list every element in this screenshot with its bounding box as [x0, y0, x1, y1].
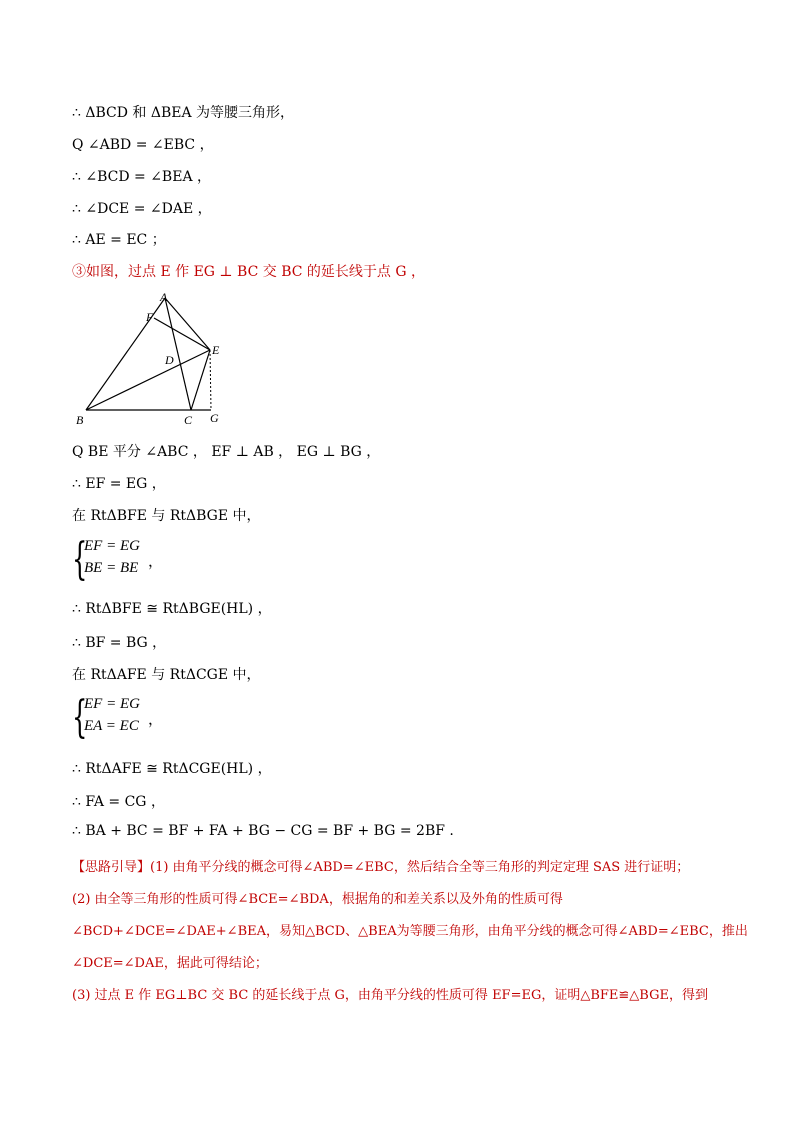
segment-CE — [191, 350, 210, 410]
line-9: 在 RtΔBFE 与 RtΔBGE 中， — [72, 508, 261, 524]
line-15: ∴ BA + BC = BF + FA + BG − CG = BF + BG = 2BF . — [72, 823, 454, 839]
label-A: A — [160, 290, 168, 304]
system-1-eq-2: BE = BE — [84, 560, 139, 576]
line-2: Q ∠ABD = ∠EBC ， — [72, 137, 214, 153]
line-6: ③如图，过点 E 作 EG ⊥ BC 交 BC 的延长线于点 G ， — [72, 264, 425, 280]
line-3: ∴ ∠BCD = ∠BEA ， — [72, 169, 212, 185]
line-13: ∴ RtΔAFE ≅ RtΔCGE(HL) ， — [72, 761, 272, 777]
line-5: ∴ AE = EC ； — [72, 232, 166, 248]
left-brace: { — [72, 692, 88, 743]
left-brace: { — [72, 534, 88, 585]
line-12: 在 RtΔAFE 与 RtΔCGE 中， — [72, 667, 261, 683]
label-E: E — [212, 343, 220, 357]
hint-2: (2) 由全等三角形的性质可得∠BCE=∠BDA，根据角的和差关系以及外角的性质可得 — [72, 892, 563, 907]
hint-3: ∠BCD+∠DCE=∠DAE+∠BEA，易知△BCD、△BEA为等腰三角形，由角平分线的概念可得∠ABD=∠EBC，推出 — [72, 924, 748, 939]
line-4: ∴ ∠DCE = ∠DAE ， — [72, 201, 212, 217]
system-2-eq-2: EA = EC — [84, 718, 139, 734]
line-7: Q BE 平分 ∠ABC ， EF ⊥ AB ， EG ⊥ BG ， — [72, 444, 381, 460]
line-1: ∴ ΔBCD 和 ΔBEA 为等腰三角形， — [72, 105, 295, 121]
hint-1: 【思路引导】(1) 由角平分线的概念可得∠ABD=∠EBC，然后结合全等三角形的判定定理 SAS 进行证明； — [72, 860, 690, 875]
line-11: ∴ BF = BG ， — [72, 635, 167, 651]
system-1-eq-1: EF = EG — [84, 538, 140, 554]
line-10: ∴ RtΔBFE ≅ RtΔBGE(HL) ， — [72, 601, 272, 617]
segment-AE — [165, 298, 210, 350]
system-2-comma: ， — [148, 712, 164, 728]
segment-BE — [86, 350, 210, 410]
label-D: D — [165, 353, 174, 367]
segment-EG-dashed — [210, 350, 211, 410]
hint-5: (3) 过点 E 作 EG⊥BC 交 BC 的延长线于点 G，由角平分线的性质可得 EF=EG，证明△BFE≌△BGE，得到 — [72, 988, 708, 1003]
system-2-eq-1: EF = EG — [84, 696, 140, 712]
geometry-figure — [70, 290, 230, 430]
system-1-comma: ， — [148, 554, 164, 570]
segment-FE — [154, 318, 210, 350]
label-B: B — [76, 413, 84, 427]
label-F: F — [146, 310, 154, 324]
label-C: C — [184, 413, 193, 427]
line-8: ∴ EF = EG ， — [72, 476, 166, 492]
label-G: G — [210, 411, 219, 425]
line-14: ∴ FA = CG ， — [72, 794, 165, 810]
hint-4: ∠DCE=∠DAE，据此可得结论； — [72, 956, 268, 971]
